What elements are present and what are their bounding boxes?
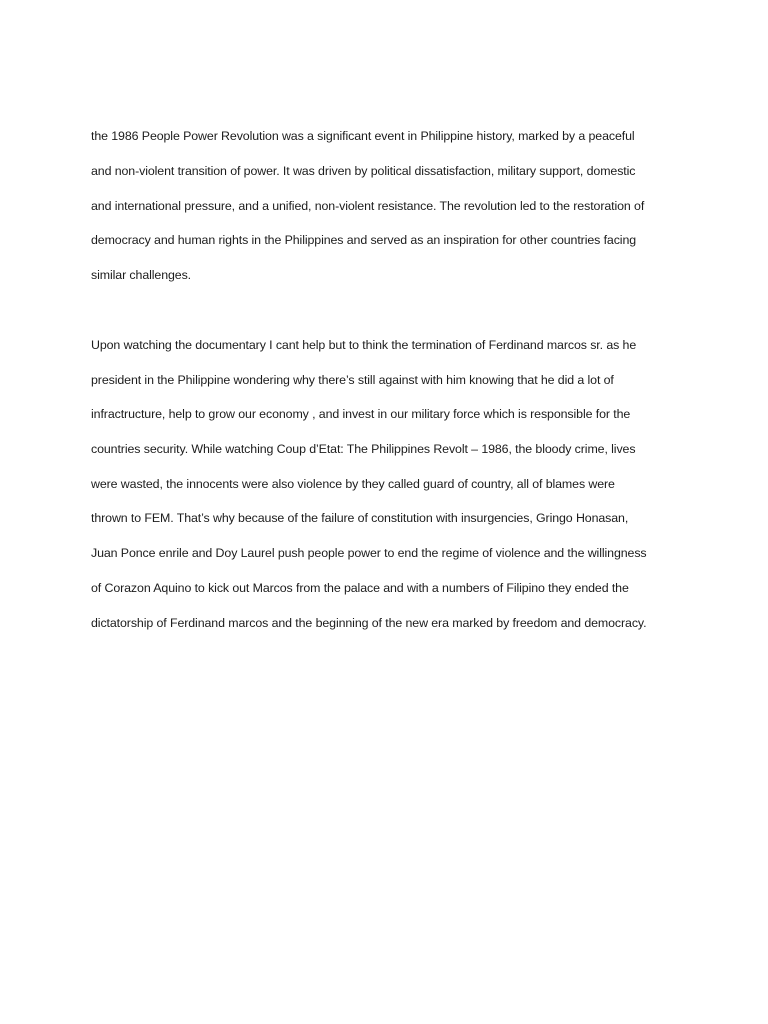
paragraph-line: Juan Ponce enrile and Doy Laurel push people power to end the regime of violence and the willingness	[91, 546, 647, 560]
paragraph-line: democracy and human rights in the Philippines and served as an inspiration for other countries facing	[91, 233, 637, 247]
paragraph-line: and international pressure, and a unified, non-violent resistance. The revolution led to the restoration of	[91, 199, 645, 213]
paragraph-line: the 1986 People Power Revolution was a significant event in Philippine history, marked by a peaceful	[91, 129, 635, 143]
paragraph-line: dictatorship of Ferdinand marcos and the beginning of the new era marked by freedom and democracy.	[91, 616, 647, 630]
paragraph-line: were wasted, the innocents were also violence by they called guard of country, all of blames were	[91, 477, 615, 491]
paragraph-line: infractructure, help to grow our economy , and invest in our military force which is responsible for the	[91, 407, 631, 421]
paragraph-line: thrown to FEM. That’s why because of the failure of constitution with insurgencies, Gringo Honasan,	[91, 511, 629, 525]
paragraph-line: similar challenges.	[91, 268, 192, 282]
paragraph-line: countries security. While watching Coup d’Etat: The Philippines Revolt – 1986, the bloody crime, lives	[91, 442, 636, 456]
paragraph-line: and non-violent transition of power. It was driven by political dissatisfaction, military support, domestic	[91, 164, 636, 178]
paragraph-line: Upon watching the documentary I cant help but to think the termination of Ferdinand marcos sr. as he	[91, 338, 637, 352]
paragraph-line: president in the Philippine wondering why there’s still against with him knowing that he did a lot of	[91, 373, 614, 387]
paragraph-line: of Corazon Aquino to kick out Marcos from the palace and with a numbers of Filipino they ended the	[91, 581, 629, 595]
